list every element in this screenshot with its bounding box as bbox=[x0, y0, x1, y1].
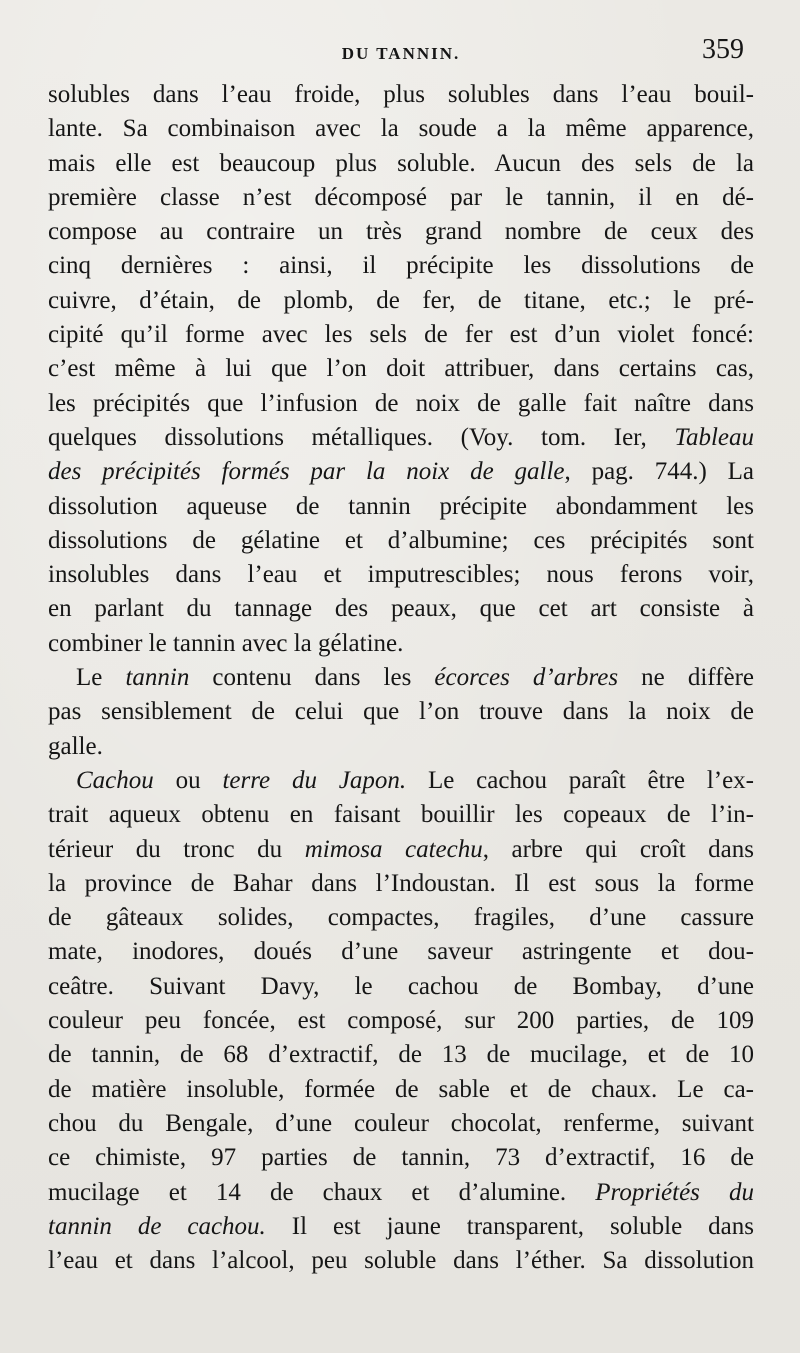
text-segment: ou bbox=[153, 766, 223, 794]
running-head: DU TANNIN. bbox=[341, 44, 461, 63]
text-segment: dissolutions de gélatine et d’albumine; ces précipités sont bbox=[48, 526, 754, 554]
text-line bbox=[48, 695, 754, 729]
text-segment: ce chimiste, 97 parties de tannin, 73 d’extractif, 16 de bbox=[48, 1144, 754, 1172]
text-line bbox=[48, 730, 754, 764]
page-header bbox=[48, 34, 754, 74]
text-line bbox=[48, 1244, 754, 1278]
text-segment: térieur du tronc du bbox=[48, 835, 305, 863]
text-segment: lante. Sa combinaison avec la soude a la même apparence, bbox=[48, 115, 754, 143]
text-line bbox=[48, 1038, 754, 1072]
text-segment: mucilage et 14 de chaux et d’alumine. bbox=[48, 1178, 596, 1206]
text-segment: les précipités que l’infusion de noix de galle fait naître dans bbox=[48, 389, 754, 417]
text-segment: ne diffère bbox=[618, 664, 754, 692]
text-segment: solubles dans l’eau froide, plus solubles dans l’eau bouil- bbox=[48, 81, 754, 108]
text-segment: première classe n’est décomposé par le tannin, il en dé- bbox=[48, 183, 754, 211]
text-segment: insolubles dans l’eau et imputrescibles; nous ferons voir, bbox=[48, 561, 754, 589]
text-line bbox=[48, 318, 754, 352]
text-segment: dissolution aqueuse de tannin précipite abondamment les bbox=[48, 492, 754, 520]
italic-segment: mimosa catechu bbox=[304, 835, 483, 863]
text-line bbox=[48, 352, 754, 386]
text-line bbox=[48, 78, 754, 112]
text-segment: quelques dissolutions métalliques. (Voy. tom. Ier, bbox=[48, 423, 675, 451]
text-segment: pas sensiblement de celui que l’on trouve dans la noix de bbox=[48, 698, 754, 726]
text-segment: de matière insoluble, formée de sable et de chaux. Le ca- bbox=[48, 1075, 754, 1103]
text-line bbox=[48, 181, 754, 215]
text-line bbox=[48, 455, 754, 489]
italic-segment: Cachou bbox=[76, 766, 154, 794]
text-line bbox=[48, 249, 754, 283]
text-segment: l’eau et dans l’alcool, peu soluble dans l’éther. Sa dissolution bbox=[48, 1247, 754, 1275]
text-segment: Le cachou paraît être l’ex- bbox=[406, 766, 755, 794]
text-line bbox=[48, 490, 754, 524]
text-segment: chou du Bengale, d’une couleur chocolat, renferme, suivant bbox=[48, 1109, 754, 1137]
text-line bbox=[48, 524, 754, 558]
text-segment: mate, inodores, doués d’une saveur astringente et dou- bbox=[48, 938, 754, 966]
text-line bbox=[48, 1141, 754, 1175]
text-segment: trait aqueux obtenu en faisant bouillir les copeaux de l’in- bbox=[48, 801, 754, 829]
text-line bbox=[48, 627, 754, 661]
text-line bbox=[48, 833, 754, 867]
text-line bbox=[48, 421, 754, 455]
italic-segment: Propriétés du bbox=[595, 1178, 754, 1206]
text-segment: contenu dans les bbox=[189, 664, 435, 692]
text-line bbox=[48, 1176, 754, 1210]
text-line bbox=[48, 558, 754, 592]
text-line bbox=[48, 215, 754, 249]
italic-segment: écorces d’arbres bbox=[434, 664, 619, 692]
text-line bbox=[48, 284, 754, 318]
text-line bbox=[48, 592, 754, 626]
text-segment: ceâtre. Suivant Davy, le cachou de Bombay, d’une bbox=[48, 972, 754, 1000]
text-segment: combiner le tannin avec la gélatine. bbox=[48, 629, 404, 657]
italic-segment: tannin bbox=[125, 664, 190, 692]
text-line bbox=[48, 798, 754, 832]
italic-segment: des précipités formés par la noix de galle bbox=[48, 458, 565, 486]
text-line bbox=[48, 1107, 754, 1141]
text-segment: , arbre qui croît dans bbox=[482, 835, 754, 863]
text-line bbox=[48, 935, 754, 969]
text-segment: Il est jaune transparent, soluble dans bbox=[265, 1212, 754, 1240]
text-segment: la province de Bahar dans l’Indoustan. Il est sous la forme bbox=[48, 869, 754, 897]
text-segment: cinq dernières : ainsi, il précipite les dissolutions de bbox=[48, 252, 754, 280]
text-segment: en parlant du tannage des peaux, que cet art consiste à bbox=[48, 595, 754, 623]
text-line bbox=[48, 764, 754, 798]
text-line bbox=[48, 1004, 754, 1038]
text-segment: c’est même à lui que l’on doit attribuer, dans certains cas, bbox=[48, 355, 754, 383]
text-segment: mais elle est beaucoup plus soluble. Aucun des sels de la bbox=[48, 149, 754, 177]
text-line bbox=[48, 147, 754, 181]
italic-segment: tannin de cachou. bbox=[48, 1212, 266, 1240]
text-line bbox=[48, 901, 754, 935]
text-segment: Le bbox=[76, 664, 126, 692]
text-line bbox=[48, 970, 754, 1004]
text-line bbox=[48, 1210, 754, 1244]
text-segment: galle. bbox=[48, 732, 103, 760]
italic-segment: Tableau bbox=[674, 423, 754, 451]
text-line bbox=[48, 867, 754, 901]
text-segment: , pag. 744.) La bbox=[564, 458, 754, 486]
text-segment: cipité qu’il forme avec les sels de fer est d’un violet foncé: bbox=[48, 321, 754, 349]
text-line bbox=[48, 661, 754, 695]
text-line bbox=[48, 1073, 754, 1107]
text-line bbox=[48, 387, 754, 421]
text-segment: de tannin, de 68 d’extractif, de 13 de mucilage, et de 10 bbox=[48, 1041, 754, 1069]
italic-segment: terre du Japon. bbox=[222, 766, 407, 794]
text-segment: cuivre, d’étain, de plomb, de fer, de titane, etc.; le pré- bbox=[48, 286, 754, 314]
text-line bbox=[48, 112, 754, 146]
text-segment: compose au contraire un très grand nombre de ceux des bbox=[48, 218, 754, 246]
body-text bbox=[48, 78, 754, 1278]
page-number: 359 bbox=[702, 34, 744, 65]
text-segment: couleur peu foncée, est composé, sur 200 parties, de 109 bbox=[48, 1007, 754, 1035]
text-segment: de gâteaux solides, compactes, fragiles, d’une cassure bbox=[48, 904, 754, 932]
